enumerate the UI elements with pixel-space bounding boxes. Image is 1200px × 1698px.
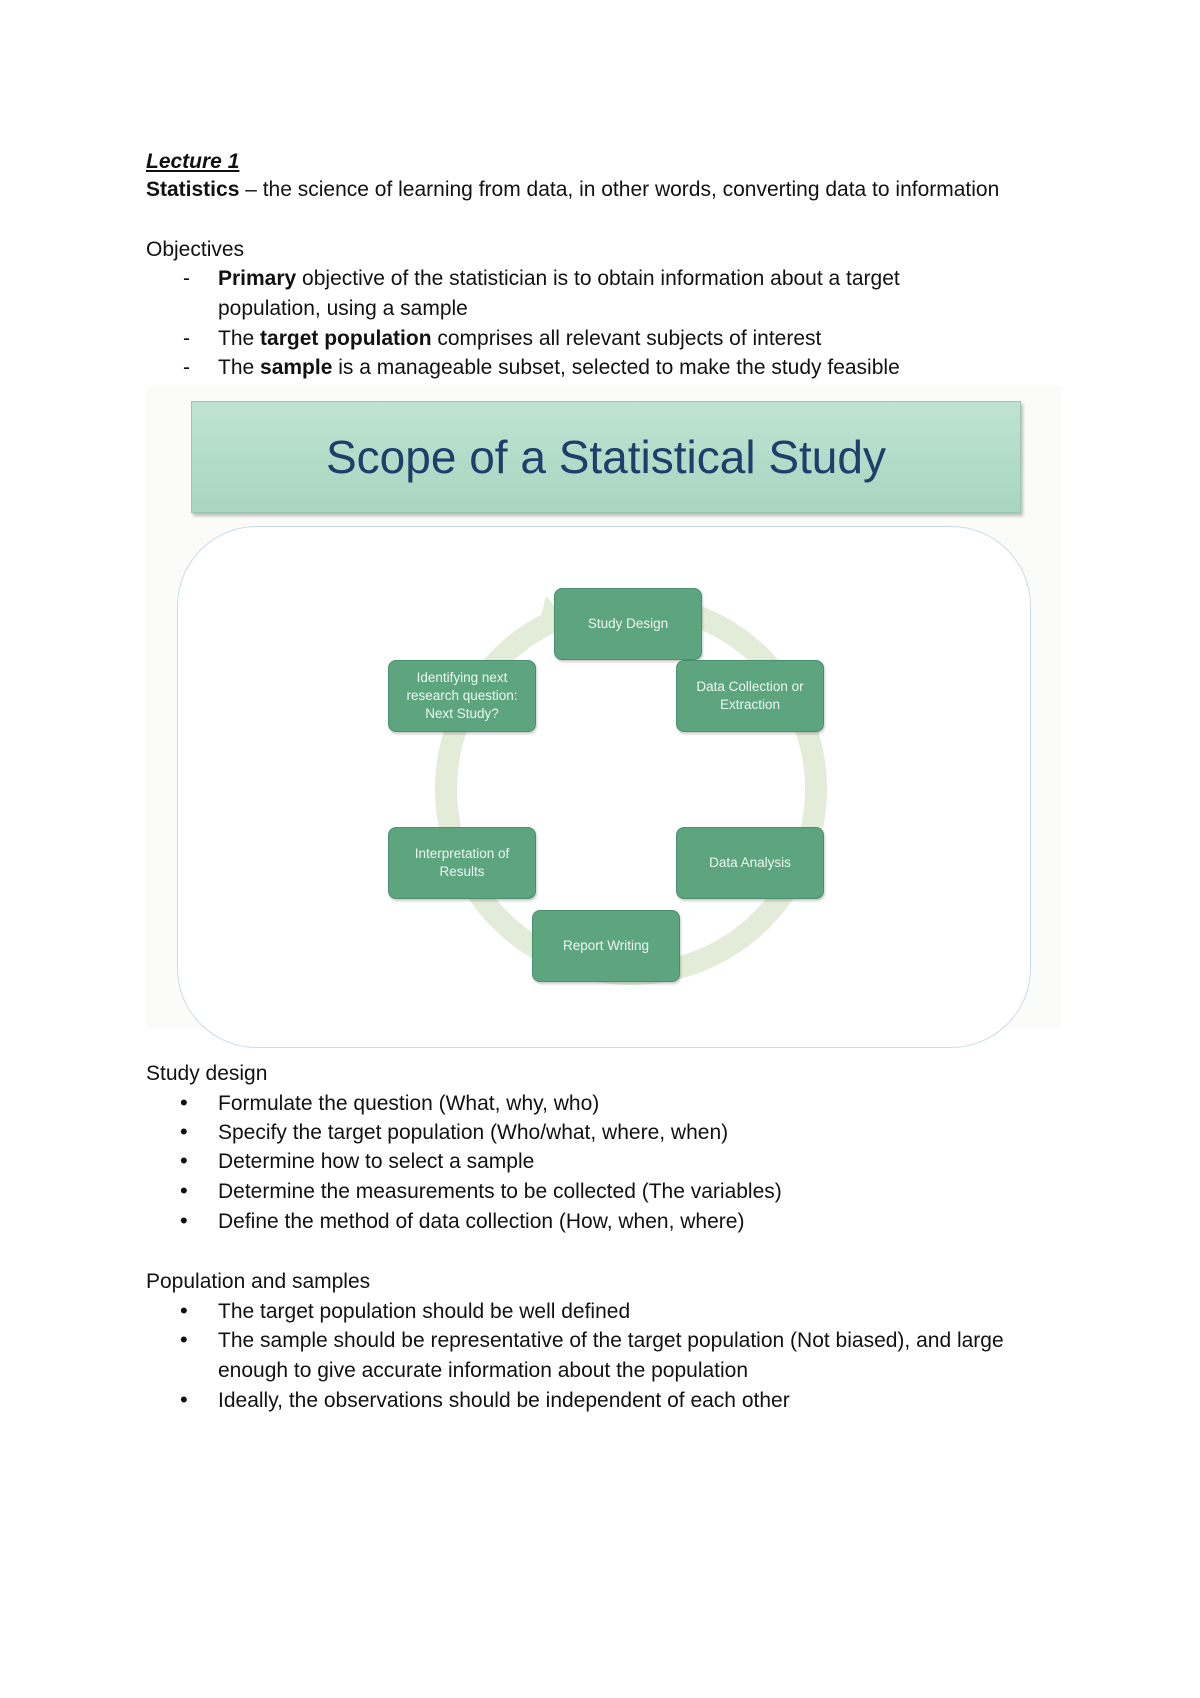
dot-bullet: • bbox=[180, 1298, 188, 1323]
objective-pre: The bbox=[218, 356, 261, 379]
population-item: Ideally, the observations should be independent of each other bbox=[218, 1389, 790, 1412]
objective-item-1 bbox=[218, 264, 1078, 323]
objectives-heading: Objectives bbox=[146, 238, 245, 261]
study-design-item: Define the method of data collection (How, when, where) bbox=[218, 1210, 745, 1233]
objective-pre: The bbox=[218, 327, 261, 350]
definition-term: Statistics bbox=[146, 178, 240, 201]
node-next-question: Identifying next research question: Next Study? bbox=[388, 660, 536, 732]
objective-bold: Primary bbox=[218, 267, 297, 290]
definition-text: – the science of learning from data, in other words, converting data to information bbox=[239, 178, 1000, 201]
population-heading: Population and samples bbox=[146, 1270, 371, 1293]
study-design-item: Formulate the question (What, why, who) bbox=[218, 1092, 600, 1115]
node-data-analysis: Data Analysis bbox=[676, 827, 824, 899]
population-item: The sample should be representative of the target population (Not biased), and large enough to give accurate information about the population bbox=[218, 1329, 1004, 1382]
dot-bullet: • bbox=[180, 1327, 188, 1352]
dash-bullet: - bbox=[183, 327, 190, 350]
node-report-writing: Report Writing bbox=[532, 910, 680, 982]
dot-bullet: • bbox=[180, 1178, 188, 1203]
objective-item-2 bbox=[218, 324, 1078, 354]
objective-text-cont: population, using a sample bbox=[218, 296, 468, 320]
study-design-item: Specify the target population (Who/what, where, when) bbox=[218, 1121, 729, 1144]
study-design-item: Determine how to select a sample bbox=[218, 1150, 535, 1173]
dot-bullet: • bbox=[180, 1119, 188, 1144]
node-data-collection: Data Collection or Extraction bbox=[676, 660, 824, 732]
objective-text: is a manageable subset, selected to make the study feasible bbox=[332, 356, 900, 379]
lecture-heading: Lecture 1 bbox=[146, 150, 240, 173]
dot-bullet: • bbox=[180, 1387, 188, 1412]
study-design-item: Determine the measurements to be collected (The variables) bbox=[218, 1180, 782, 1203]
dot-bullet: • bbox=[180, 1208, 188, 1233]
figure-title: Scope of a Statistical Study bbox=[326, 431, 886, 483]
objective-bold: sample bbox=[260, 356, 333, 379]
study-design-heading: Study design bbox=[146, 1062, 268, 1085]
objective-item-3 bbox=[218, 353, 1078, 383]
dash-bullet: - bbox=[183, 267, 190, 290]
node-study-design: Study Design bbox=[554, 588, 702, 660]
dash-bullet: - bbox=[183, 356, 190, 379]
dot-bullet: • bbox=[180, 1090, 188, 1115]
objective-bold: target population bbox=[260, 327, 432, 350]
population-item: The target population should be well defined bbox=[218, 1300, 631, 1323]
objective-text: objective of the statistician is to obtain information about a target bbox=[296, 267, 900, 290]
node-interpretation: Interpretation of Results bbox=[388, 827, 536, 899]
dot-bullet: • bbox=[180, 1148, 188, 1173]
objective-text: comprises all relevant subjects of interest bbox=[431, 327, 822, 350]
scope-figure bbox=[146, 386, 1061, 1028]
definition-line bbox=[146, 176, 999, 204]
